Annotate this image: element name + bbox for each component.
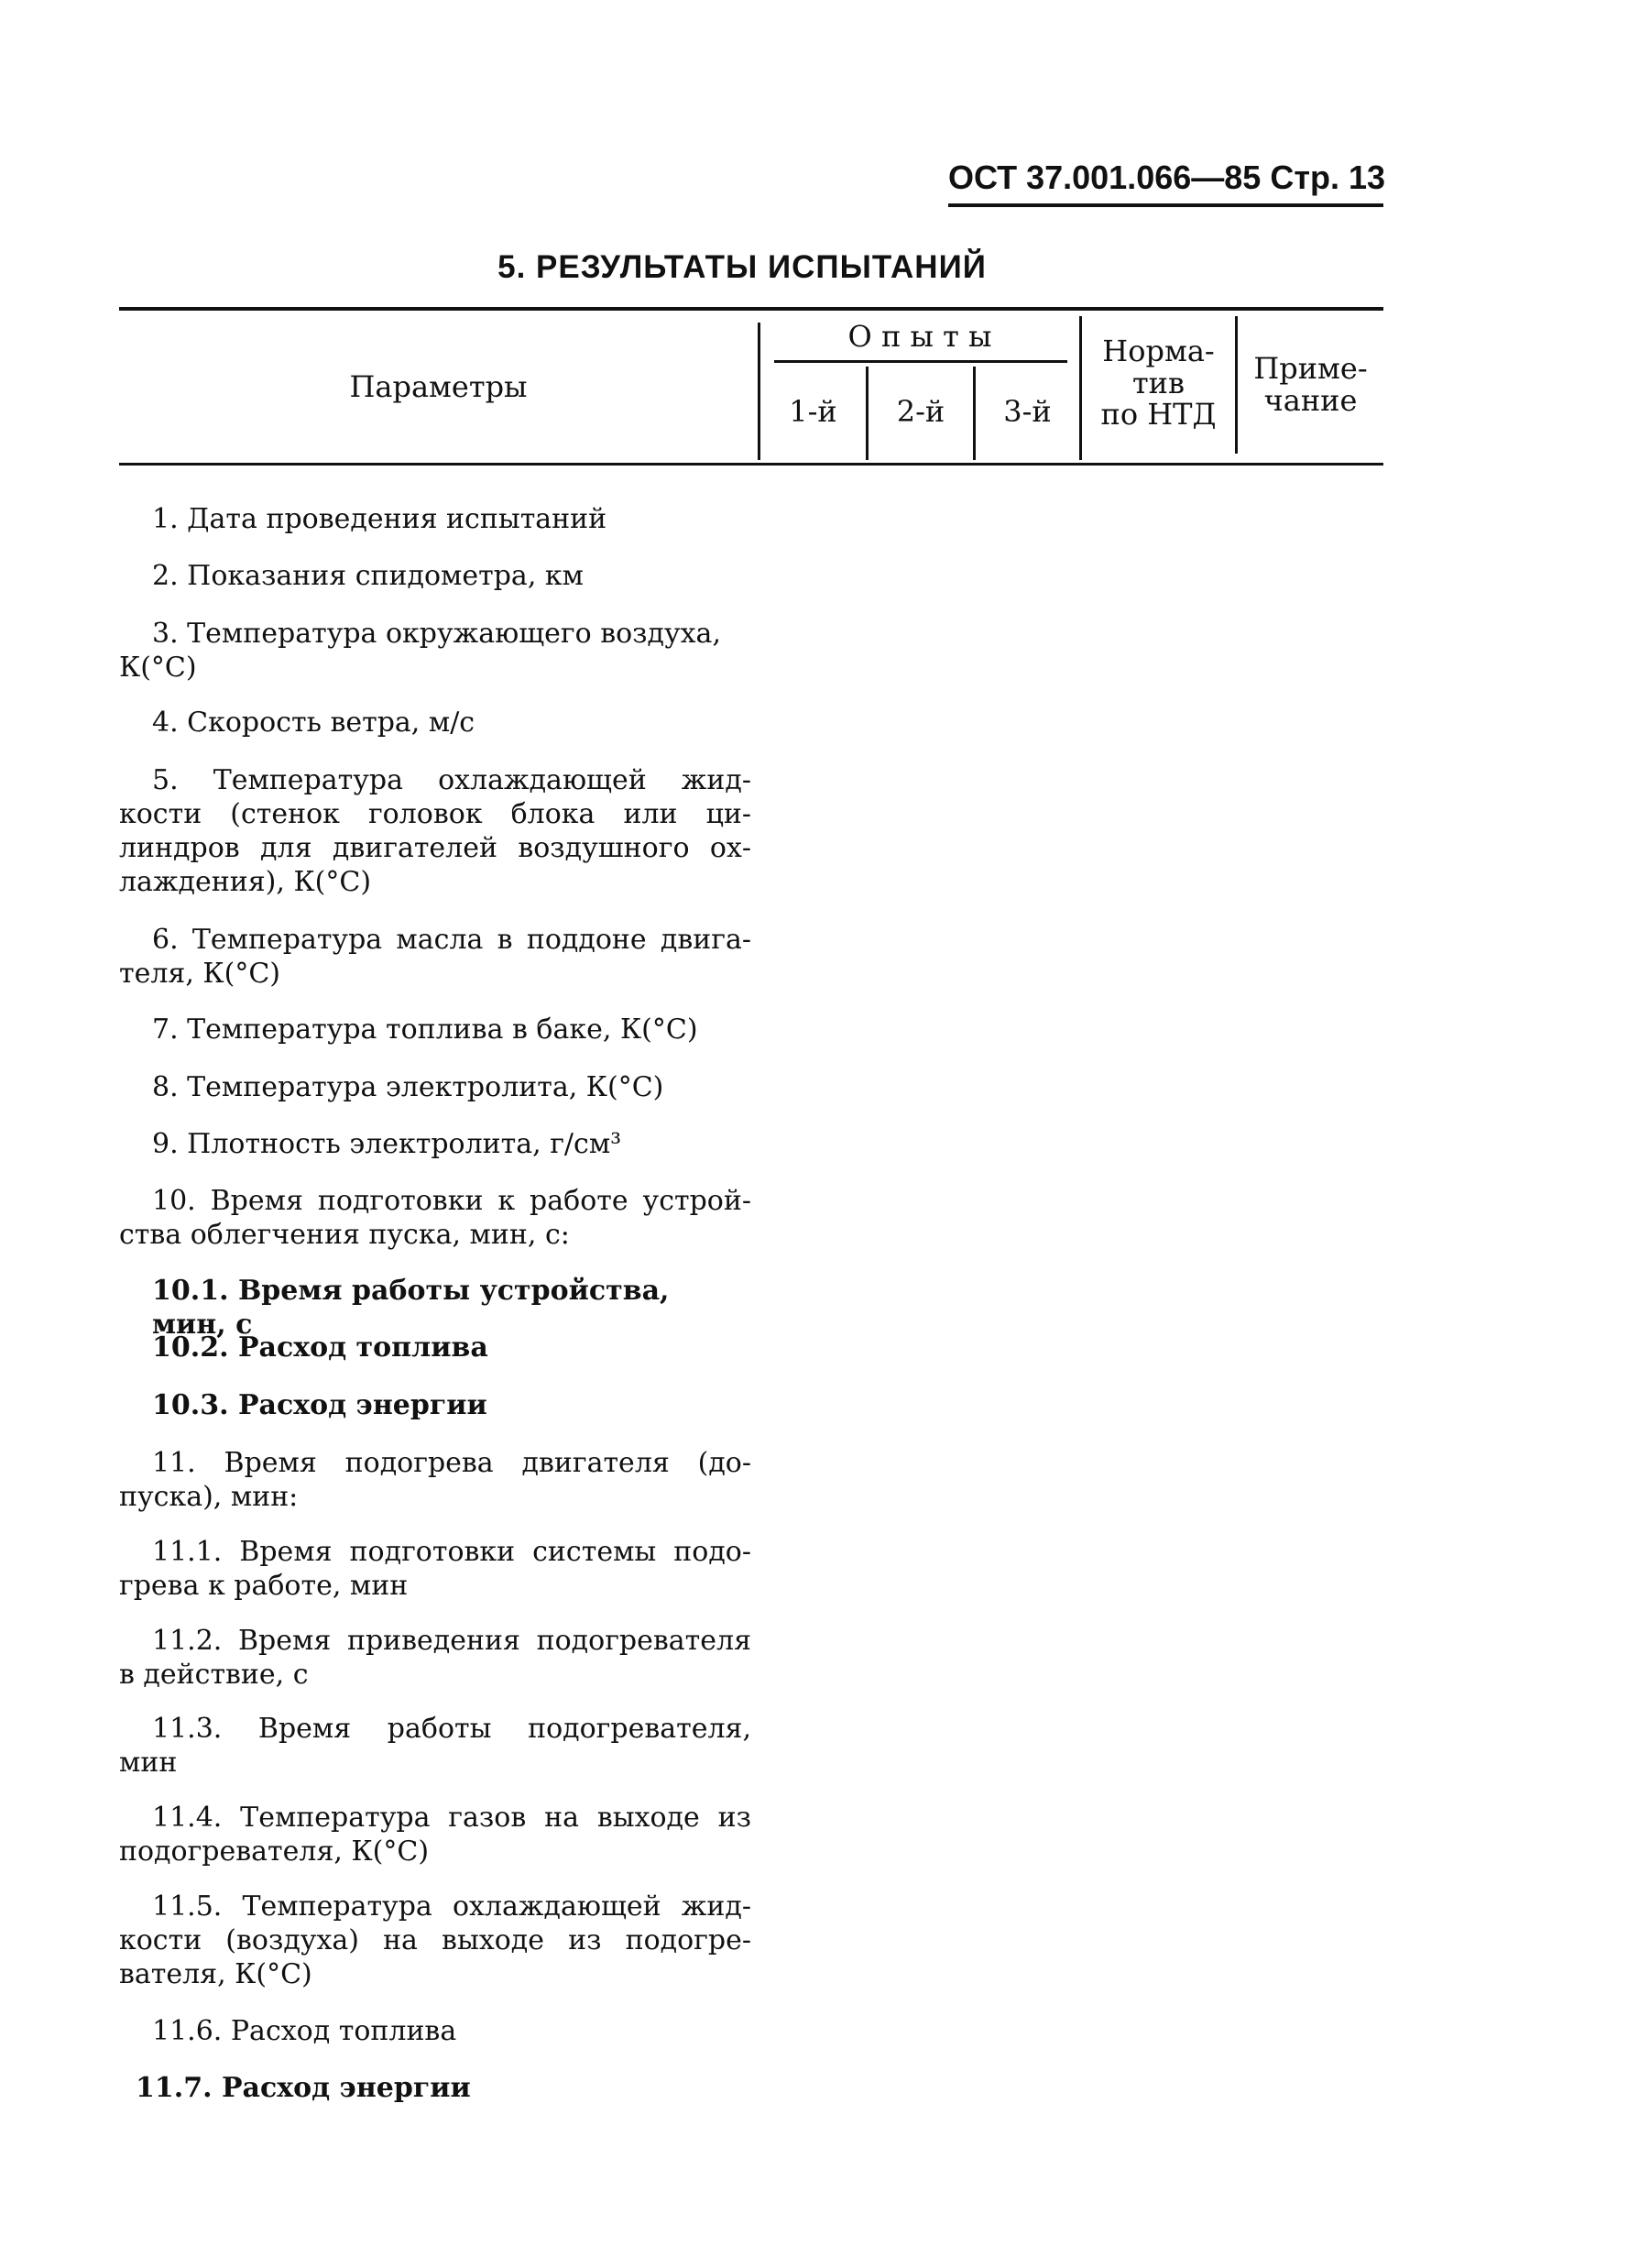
param-row-6: 6. Температура масла в поддоне двига- теля, К(°С) [119, 924, 751, 990]
param-row-1: 1. Дата проведения испытаний [152, 503, 607, 535]
column-header-parameters: Параметры [349, 369, 528, 404]
param-row-8: 8. Температура электролита, К(°С) [152, 1071, 664, 1103]
column-header-trials: О п ы т ы [847, 319, 992, 354]
param-row-11-1: 11.1. Время подготовки системы подо- грева к работе, мин [119, 1536, 751, 1602]
table-bottom-rule [119, 463, 1383, 466]
column-header-note: Приме- чание [1253, 351, 1368, 418]
page-number: Стр. 13 [1270, 159, 1386, 196]
param-row-10-3: 10.3. Расход энергии [152, 1389, 487, 1421]
table-top-rule [119, 307, 1383, 311]
param-row-11-4: 11.4. Температура газов на выходе из подогревателя, К(°С) [119, 1802, 751, 1868]
standard-code: ОСТ 37.001.066—85 [948, 159, 1262, 196]
param-row-11-3: 11.3. Время работы подогревателя, мин [119, 1713, 751, 1779]
param-row-9: 9. Плотность электролита, г/см³ [152, 1128, 622, 1160]
param-row-10-2: 10.2. Расход топлива [152, 1331, 488, 1364]
trials-divider [774, 360, 1067, 363]
param-row-11-6: 11.6. Расход топлива [152, 2015, 457, 2047]
param-row-11-5: 11.5. Температура охлаждающей жид- кости (воздуха) на выходе из подогре- вателя, К(°С) [119, 1890, 751, 1990]
param-row-7: 7. Температура топлива в баке, К(°С) [152, 1013, 698, 1046]
param-row-10-1: 10.1. Время работы устройства, мин, с [152, 1275, 670, 1341]
column-header-trial-1: 1-й [789, 394, 837, 429]
document-header [948, 156, 1386, 207]
param-row-11-2: 11.2. Время приведения подогревателя в действие, с [119, 1625, 751, 1691]
column-header-trial-2: 2-й [896, 394, 945, 429]
param-row-3: 3. Температура окружающего воздуха, К(°С) [119, 618, 721, 684]
section-title: 5. РЕЗУЛЬТАТЫ ИСПЫТАНИЙ [497, 249, 987, 285]
param-row-5: 5. Температура охлаждающей жид- кости (стенок головок блока или ци- линдров для двигателей воздушного ох- лаждения), К(°С) [119, 764, 751, 898]
param-row-11-7: 11.7. Расход энергии [136, 2072, 471, 2104]
param-row-2: 2. Показания спидометра, км [152, 560, 584, 592]
param-row-11: 11. Время подогрева двигателя (до- пуска), мин: [119, 1447, 751, 1513]
param-row-4: 4. Скорость ветра, м/с [152, 707, 475, 739]
column-header-norm: Норма- тив по НТД [1100, 334, 1217, 433]
column-header-trial-3: 3-й [1003, 394, 1052, 429]
param-row-10: 10. Время подготовки к работе устрой- ства облегчения пуска, мин, с: [119, 1185, 751, 1251]
